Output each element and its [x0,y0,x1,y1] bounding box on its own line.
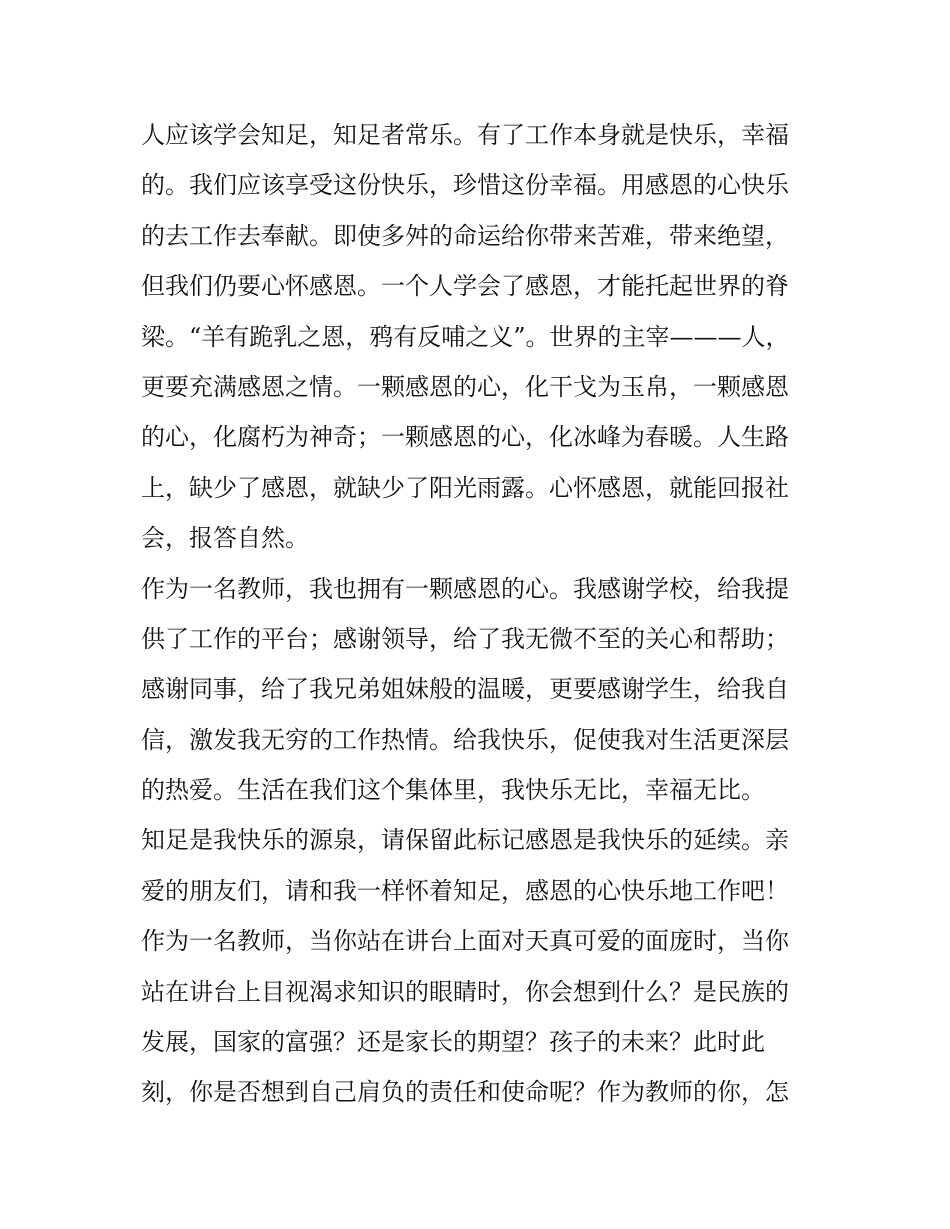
text-line: 上，缺少了感恩，就缺少了阳光雨露。心怀感恩，就能回报社 [141,473,789,502]
text-line: 信，激发我无穷的工作热情。给我快乐，促使我对生活更深层 [141,725,789,754]
document-body [141,110,816,1118]
text-line: 发展，国家的富强？还是家长的期望？孩子的未来？此时此 [141,1028,765,1057]
text-line: 的。我们应该享受这份快乐，珍惜这份幸福。用感恩的心快乐 [141,171,789,200]
text-line: 的心，化腐朽为神奇；一颗感恩的心，化冰峰为春暖。人生路 [141,423,789,452]
text-line: 作为一名教师，当你站在讲台上面对天真可爱的面庞时，当你 [141,927,789,956]
text-line: 爱的朋友们，请和我一样怀着知足，感恩的心快乐地工作吧！ [141,876,789,905]
text-line: 但我们仍要心怀感恩。一个人学会了感恩，才能托起世界的脊 [141,272,789,301]
text-line: 的热爱。生活在我们这个集体里，我快乐无比，幸福无比。 [141,776,765,805]
text-line: 站在讲台上目视渴求知识的眼睛时，你会想到什么？是民族的 [141,977,789,1006]
text-line: 人应该学会知足，知足者常乐。有了工作本身就是快乐，幸福 [141,121,789,149]
text-line: 会，报答自然。 [141,524,309,553]
text-line: 作为一名教师，我也拥有一颗感恩的心。我感谢学校，给我提 [141,574,789,603]
text-line: 刻，你是否想到自己肩负的责任和使命呢？作为教师的你，怎 [141,1078,789,1107]
text-line: 梁。“羊有跪乳之恩，鸦有反哺之义”。世界的主宰———人， [141,322,790,351]
text-line: 供了工作的平台；感谢领导，给了我无微不至的关心和帮助； [141,624,789,653]
text-line: 感谢同事，给了我兄弟姐妹般的温暖，更要感谢学生，给我自 [141,675,789,704]
text-line: 的去工作去奉献。即使多舛的命运给你带来苦难，带来绝望， [141,221,789,250]
text-line: 更要充满感恩之情。一颗感恩的心，化干戈为玉帛，一颗感恩 [141,372,789,401]
text-line: 知足是我快乐的源泉，请保留此标记感恩是我快乐的延续。亲 [141,826,789,855]
